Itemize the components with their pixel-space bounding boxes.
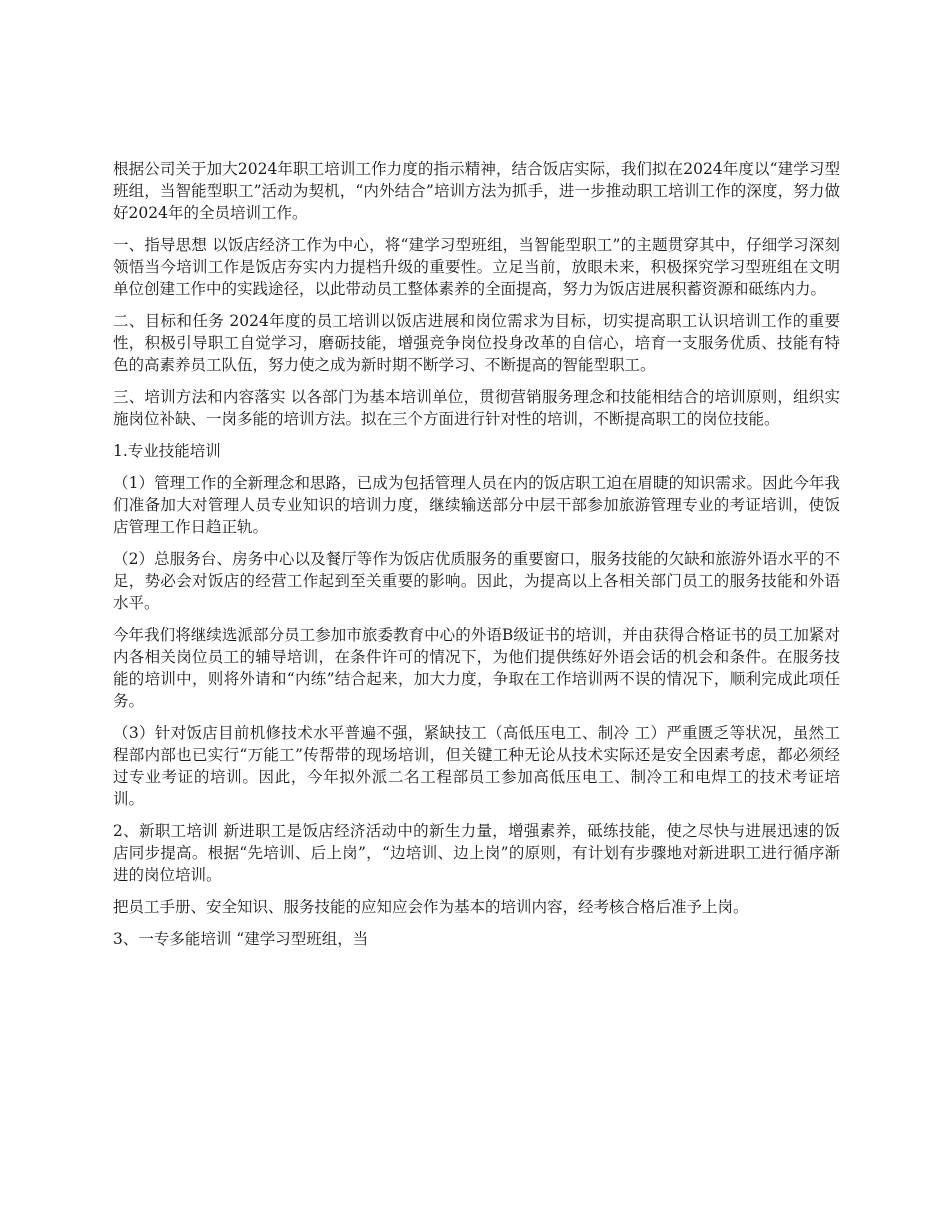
foreign-language-paragraph: 今年我们将继续选派部分员工参加市旅委教育中心的外语B级证书的培训，并由获得合格证书的员工加紧对内各相关岗位员工的辅导培训，在条件许可的情况下，为他们提供练好外语会话的机会和条件。在服务技能的培训中，则将外请和“内练”结合起来，加大力度，争取在工作培训两不误的情况下，顺利完成此项任务。: [113, 626, 840, 710]
intro-paragraph: 根据公司关于加大2024年职工培训工作力度的指示精神，结合饭店实际，我们拟在2024年度以“建学习型班组，当智能型职工”活动为契机，“内外结合”培训方法为抓手，进一步推动职工培训工作的深度，努力做好2024年的全员培训工作。: [113, 160, 840, 222]
item-2-paragraph: （2）总服务台、房务中心以及餐厅等作为饭店优质服务的重要窗口，服务技能的欠缺和旅游外语水平的不足，势必会对饭店的经营工作起到至关重要的影响。因此，为提高以上各相关部门员工的服务技能和外语水平。: [113, 550, 840, 612]
multi-skill-training-paragraph: 3、一专多能培训 “建学习型班组，当: [113, 930, 369, 948]
goals-tasks-paragraph: 二、目标和任务 2024年度的员工培训以饭店进展和岗位需求为目标，切实提高职工认识培训工作的重要性，积极引导职工自觉学习，磨砺技能，增强竞争岗位投身改革的自信心，培育一支服务优质、技能有特色的高素养员工队伍，努力使之成为新时期不断学习、不断提高的智能型职工。: [113, 312, 840, 374]
document-body: [113, 158, 840, 960]
item-3-paragraph: （3）针对饭店目前机修技术水平普遍不强，紧缺技工（高低压电工、制冷 工）严重匮乏等状况，虽然工程部内部也已实行“万能工”传帮带的现场培训，但关键工种无论从技术实际还是安全因素考虑，都必须经过专业考证的培训。因此，今年拟外派二名工程部员工参加高低压电工、制冷工和电焊工的技术考证培训。: [113, 724, 840, 808]
item-1-paragraph: （1）管理工作的全新理念和思路，已成为包括管理人员在内的饭店职工迫在眉睫的知识需求。因此今年我们准备加大对管理人员专业知识的培训力度，继续输送部分中层干部参加旅游管理专业的考证培训，使饭店管理工作日趋正轨。: [113, 474, 840, 536]
section-heading-professional-skills: 1.专业技能培训: [113, 442, 221, 460]
training-methods-paragraph: 三、培训方法和内容落实 以各部门为基本培训单位，贯彻营销服务理念和技能相结合的培训原则，组织实施岗位补缺、一岗多能的培训方法。拟在三个方面进行针对性的培训，不断提高职工的岗位技能。: [113, 388, 840, 428]
new-staff-training-paragraph: 2、新职工培训 新进职工是饭店经济活动中的新生力量，增强素养，砥练技能，使之尽快与进展迅速的饭店同步提高。根据“先培训、后上岗”，“边培训、边上岗”的原则，有计划有步骤地对新进职工进行循序渐进的岗位培训。: [113, 822, 840, 884]
guiding-ideology-paragraph: 一、指导思想 以饭店经济工作为中心，将“建学习型班组，当智能型职工”的主题贯穿其中，仔细学习深刻领悟当今培训工作是饭店夯实内力提档升级的重要性。立足当前，放眼未来，积极探究学习型班组在文明单位创建工作中的实践途径，以此带动员工整体素养的全面提高，努力为饭店进展积蓄资源和砥练内力。: [113, 236, 840, 298]
handbook-paragraph: 把员工手册、安全知识、服务技能的应知应会作为基本的培训内容，经考核合格后准予上岗。: [113, 898, 749, 916]
